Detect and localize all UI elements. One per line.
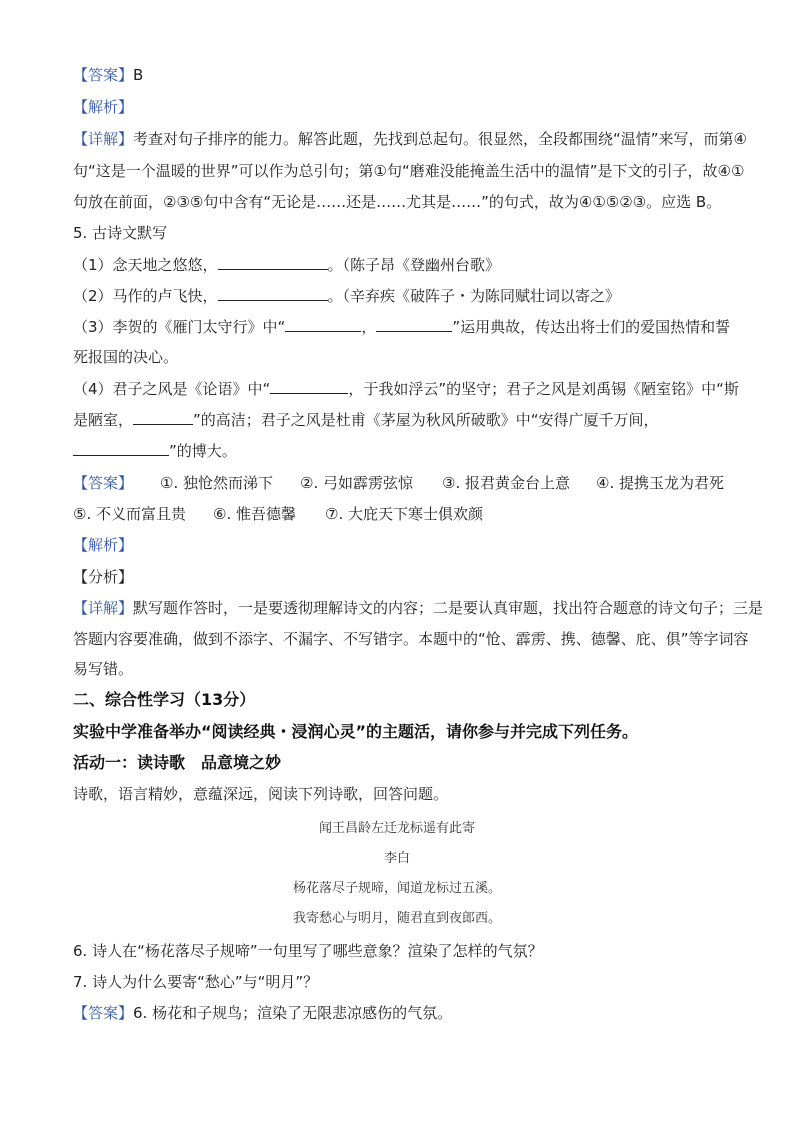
poem-line-2: 我寄愁心与明月，随君直到夜郎西。 [292,911,501,926]
answer-item: ①. 独怆然而涕下 [160,474,273,492]
question-5-heading: 5. 古诗文默写 [73,224,168,242]
detail-line-3: 句放在前面，②③⑤句中含有“无论是……还是……尤其是……”的句式，故为④①⑤②③。应选 B。 [73,193,722,211]
question-5-2 [73,285,620,307]
answer-blank [218,255,328,270]
detail-line-2: 句“这是一个温暖的世界”可以作为总引句；第①句“磨难没能掩盖生活中的温情”是下文的引子，故④① [73,162,745,180]
section-2-heading: 二、综合性学习（13分） [73,690,256,709]
q5-4-suffix: ”的博大。 [169,442,237,460]
detail2-line-3: 易写错。 [73,660,134,678]
question-5-4-line3 [73,440,237,462]
answer-item: ⑤. 不义而富且贵 [73,505,186,523]
section-2-intro: 实验中学准备举办“阅读经典・浸润心灵”的主题活，请你参与并完成下列任务。 [73,722,639,741]
detail2-line-2: 答题内容要准确，做到不添字、不漏字、不写错字。本题中的“怆、霹雳、携、德馨、庇、俱”等字词容 [73,630,749,648]
analysis-tag-2: 【解析】 [73,536,134,554]
answer-item: ⑦. 大庇天下寒士俱欢颜 [325,505,483,523]
question-5-3 [73,316,730,338]
q5-2-suffix: 。（辛弃疾《破阵子・为陈同赋壮词以寄之》 [327,287,621,305]
question-7: 7. 诗人为什么要寄“愁心”与“明月”？ [73,973,319,991]
answer-item: ②. 弓如霹雳弦惊 [300,474,413,492]
question-5-4 [73,378,739,400]
q5-3-prefix: （3）李贺的《雁门太守行》中“ [73,318,286,336]
poem-line-1: 杨花落尽子规啼，闻道龙标过五溪。 [292,881,501,896]
q5-4-prefix: （4）君子之风是《论语》中“ [73,380,271,398]
detail-text: 考查对句子排序的能力。解答此题，先找到总起句。很显然，全段都围绕“温情”来写，而第④ [133,130,748,148]
poem-author: 李白 [383,851,410,866]
detail2-line-1 [73,597,763,619]
q5-1-suffix: 。（陈子昂《登幽州台歌》 [327,256,501,274]
detail-tag-2: 【详解】 [73,599,134,617]
answer-item: ③. 报君黄金台上意 [442,474,570,492]
q5-3-suffix: ”运用典故，传达出将士们的爱国热情和誓 [452,318,731,336]
answer-line-1 [73,64,143,86]
q5-3-comma: ， [361,318,377,336]
q5-4-mid: ，于我如浮云”的坚守；君子之风是刘禹锡《陋室铭》中“斯 [348,380,739,398]
activity-1-heading: 活动一：读诗歌 品意境之妙 [73,753,282,772]
detail2-text: 默写题作答时，一是要透彻理解诗文的内容；二是要认真审题，找出符合题意的诗文句子；三是 [133,599,764,617]
answer-3-text: 6. 杨花和子规鸟；渲染了无限悲凉感伤的气氛。 [133,1004,453,1022]
q5-4-mid2: ”的高洁；君子之风是杜甫《茅屋为秋风所破歌》中“安得广厦千万间， [193,411,659,429]
question-5-1 [73,254,500,276]
answer-blank [285,317,361,332]
q5-4-prefix2: 是陋室， [73,411,134,429]
answer-tag: 【答案】 [73,66,134,84]
answer-item: ④. 提携玉龙为君死 [596,474,724,492]
answer-blank [270,379,348,394]
answer-blank [218,286,328,301]
question-6: 6. 诗人在“杨花落尽子规啼”一句里写了哪些意象？渲染了怎样的气氛？ [73,942,543,960]
detail-line-1 [73,128,747,150]
answer-tag-2: 【答案】 [73,474,134,492]
question-5-4-line2 [73,409,659,431]
detail-tag: 【详解】 [73,130,134,148]
poem-title: 闻王昌龄左迁龙标遥有此寄 [318,821,475,836]
analysis-sub-tag: 【分析】 [73,568,134,586]
q5-1-prefix: （1）念天地之悠悠， [73,256,218,274]
activity-1-desc: 诗歌，语言精妙，意蕴深远，阅读下列诗歌，回答问题。 [73,785,449,803]
answer-blank [133,410,193,425]
answer-blank [376,317,452,332]
q5-2-prefix: （2）马作的卢飞快， [73,287,218,305]
analysis-tag: 【解析】 [73,98,134,116]
answer-line-3 [73,1002,452,1024]
question-5-3-cont: 死报国的决心。 [73,348,179,366]
answer-item: ⑥. 惟吾德馨 [213,505,296,523]
answer-value: B [133,66,144,84]
answer-blank [73,441,169,456]
answer-tag-3: 【答案】 [73,1004,134,1022]
